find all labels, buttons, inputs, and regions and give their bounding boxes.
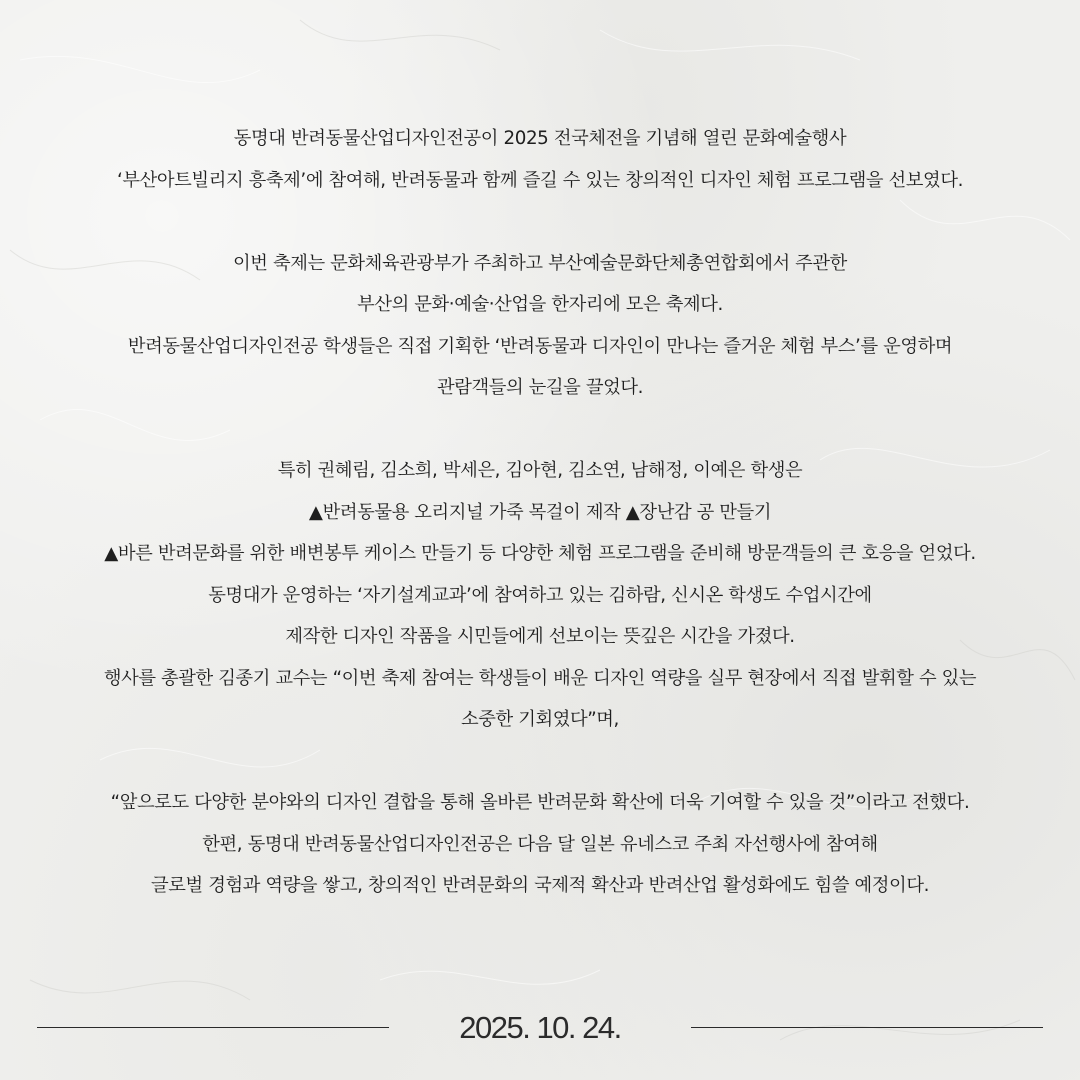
paragraph-3-line-6: 행사를 총괄한 김종기 교수는 “이번 축제 참여는 학생들이 배운 디자인 역량을 실무 현장에서 직접 발휘할 수 있는 bbox=[103, 667, 977, 689]
paragraph-2-line-4: 관람객들의 눈길을 끌었다. bbox=[436, 377, 644, 398]
paragraph-2-line-1: 이번 축제는 문화체육관광부가 주최하고 부산예술문화단체총연합회에서 주관한 bbox=[233, 252, 847, 274]
date-footer bbox=[0, 1006, 1080, 1050]
paragraph-spacer bbox=[0, 741, 1080, 783]
paragraph-2-line-3: 반려동물산업디자인전공 학생들은 직접 기획한 ‘반려동물과 디자인이 만나는 즐거운 체험 부스’를 운영하며 bbox=[127, 335, 953, 357]
paragraph-3-line-3: ▲바른 반려문화를 위한 배변봉투 케이스 만들기 등 다양한 체험 프로그램을 준비해 방문객들의 큰 호응을 얻었다. bbox=[104, 543, 976, 564]
paragraph-1-line-1: 동명대 반려동물산업디자인전공이 2025 전국체전을 기념해 열린 문화예술행사 bbox=[233, 128, 847, 149]
paragraph-spacer bbox=[0, 201, 1080, 243]
paragraph-3-line-1: 특히 권혜림, 김소희, 박세은, 김아현, 김소연, 남해정, 이예은 학생은 bbox=[277, 460, 803, 481]
right-divider-line bbox=[691, 1027, 1043, 1028]
paragraph-3-line-5: 제작한 디자인 작품을 시민들에게 선보이는 뜻깊은 시간을 가졌다. bbox=[285, 626, 795, 647]
paragraph-spacer bbox=[0, 409, 1080, 451]
paragraph-1-line-2: ‘부산아트빌리지 흥축제’에 참여해, 반려동물과 함께 즐길 수 있는 창의적인 디자인 체험 프로그램을 선보였다. bbox=[116, 169, 963, 191]
paragraph-4-line-1: “앞으로도 다양한 분야와의 디자인 결합을 통해 올바른 반려문화 확산에 더욱 기여할 수 있을 것”이라고 전했다. bbox=[110, 792, 970, 813]
paragraph-2-line-2: 부산의 문화·예술·산업을 한자리에 모은 축제다. bbox=[357, 294, 723, 315]
left-divider-line bbox=[37, 1027, 389, 1028]
paragraph-4-line-2: 한편, 동명대 반려동물산업디자인전공은 다음 달 일본 유네스코 주최 자선행사에 참여해 bbox=[202, 833, 878, 855]
paragraph-3-line-2: ▲반려동물용 오리지널 가죽 목걸이 제작 ▲장난감 공 만들기 bbox=[308, 501, 772, 523]
article-body bbox=[0, 118, 1080, 907]
paragraph-4-line-3: 글로벌 경험과 역량을 쌓고, 창의적인 반려문화의 국제적 확산과 반려산업 활성화에도 힘쓸 예정이다. bbox=[151, 875, 929, 896]
paragraph-3-line-4: 동명대가 운영하는 ‘자기설계교과’에 참여하고 있는 김하람, 신시온 학생도 수업시간에 bbox=[208, 584, 872, 606]
paragraph-3-line-7: 소중한 기회였다”며, bbox=[461, 709, 619, 730]
publish-date: 2025. 10. 24. bbox=[459, 1010, 621, 1045]
